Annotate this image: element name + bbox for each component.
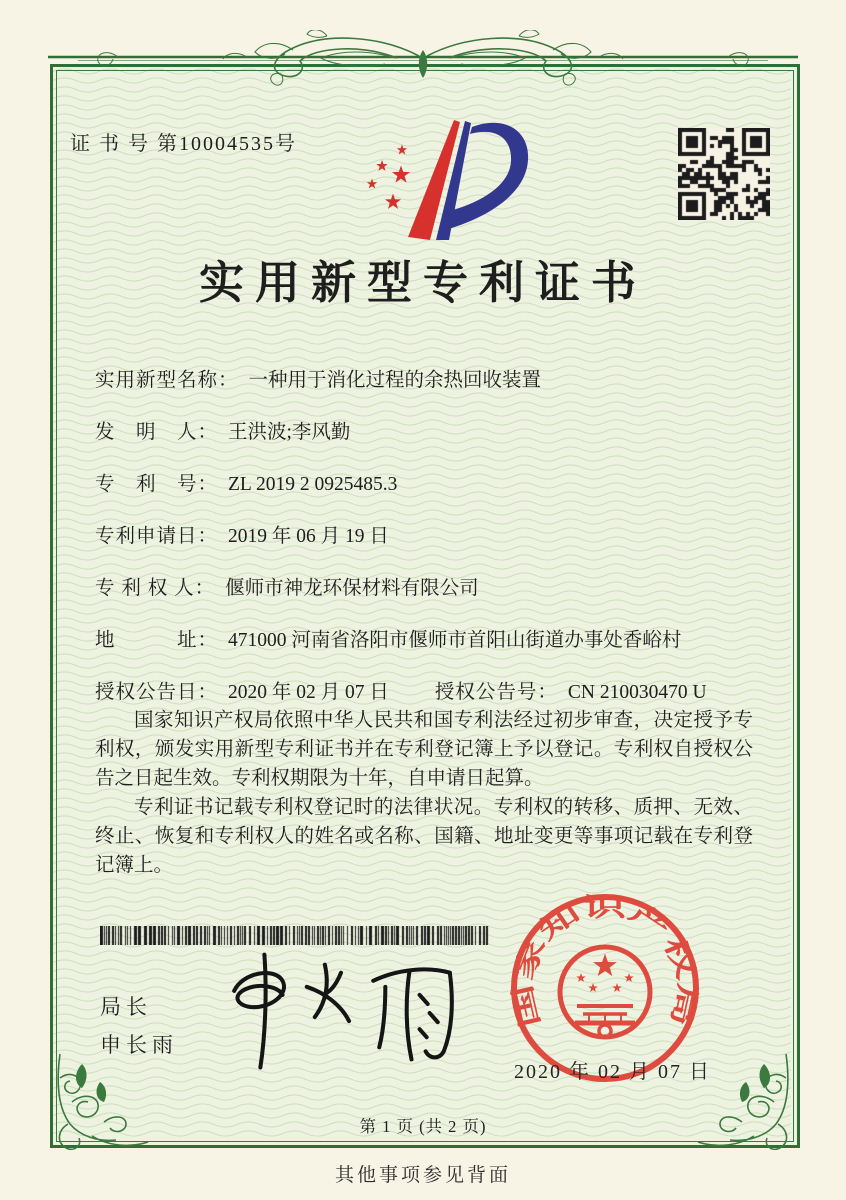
national-emblem (560, 947, 650, 1037)
field-label: 发 明 人： (95, 422, 219, 443)
top-ornament (48, 30, 798, 86)
cnipa-logo (330, 106, 535, 246)
field-row-address (95, 624, 681, 652)
field-value: 2019 年 06 月 19 日 (228, 526, 389, 547)
field-row-grant (95, 676, 707, 704)
field-row-name (95, 364, 541, 392)
legal-paragraph-1: 国家知识产权局依照中华人民共和国专利法经过初步审查，决定授予专利权，颁发实用新型专利证书并在专利登记簿上予以登记。专利权自授权公告之日起生效。专利权期限为十年，自申请日起算。 (95, 710, 753, 789)
field-row-patent-number (95, 468, 397, 496)
seal-date: 2020 年 02 月 07 日 (514, 1061, 711, 1083)
grant-number-value: CN 210030470 U (567, 682, 707, 703)
qr-code (678, 128, 770, 220)
field-label: 专 利 号： (95, 474, 219, 495)
legal-text (95, 706, 753, 880)
seal-agency-text: 国家知识产权局 (508, 893, 703, 1031)
field-row-filing-date (95, 520, 389, 548)
field-value: 471000 河南省洛阳市偃师市首阳山街道办事处香峪村 (228, 630, 682, 651)
officer-title: 局长 (100, 995, 152, 1019)
grant-number-label: 授权公告号： (434, 682, 558, 703)
field-label: 实用新型名称： (95, 370, 239, 391)
officer-name: 申长雨 (100, 1033, 178, 1057)
field-label: 授权公告日： (95, 682, 219, 703)
field-label: 地 址： (95, 630, 219, 651)
field-row-inventor (95, 416, 350, 444)
legal-paragraph-2: 专利证书记载专利权登记时的法律状况。专利权的转移、质押、无效、终止、恢复和专利权人的姓名或名称、国籍、地址变更等事项记载在专利登记簿上。 (95, 797, 753, 876)
page-number: 第 1 页 (共 2 页) (359, 1117, 487, 1136)
signature (212, 942, 474, 1074)
field-value: 一种用于消化过程的余热回收装置 (248, 370, 542, 391)
field-label: 专利申请日： (95, 526, 219, 547)
field-value: 偃师市神龙环保材料有限公司 (225, 578, 479, 599)
qr-canvas (678, 128, 770, 220)
certificate-number: 证 书 号 第10004535号 (70, 133, 297, 155)
field-row-patentee (95, 572, 479, 600)
field-value: ZL 2019 2 0925485.3 (228, 474, 398, 495)
bottom-left-flourish (52, 1052, 167, 1157)
field-value: 2020 年 02 月 07 日 (228, 682, 389, 703)
field-label: 专 利 权 人： (95, 578, 216, 599)
back-note: 其他事项参见背面 (334, 1165, 511, 1186)
page-title: 实用新型专利证书 (198, 258, 647, 308)
field-value: 王洪波;李风勤 (228, 422, 351, 443)
